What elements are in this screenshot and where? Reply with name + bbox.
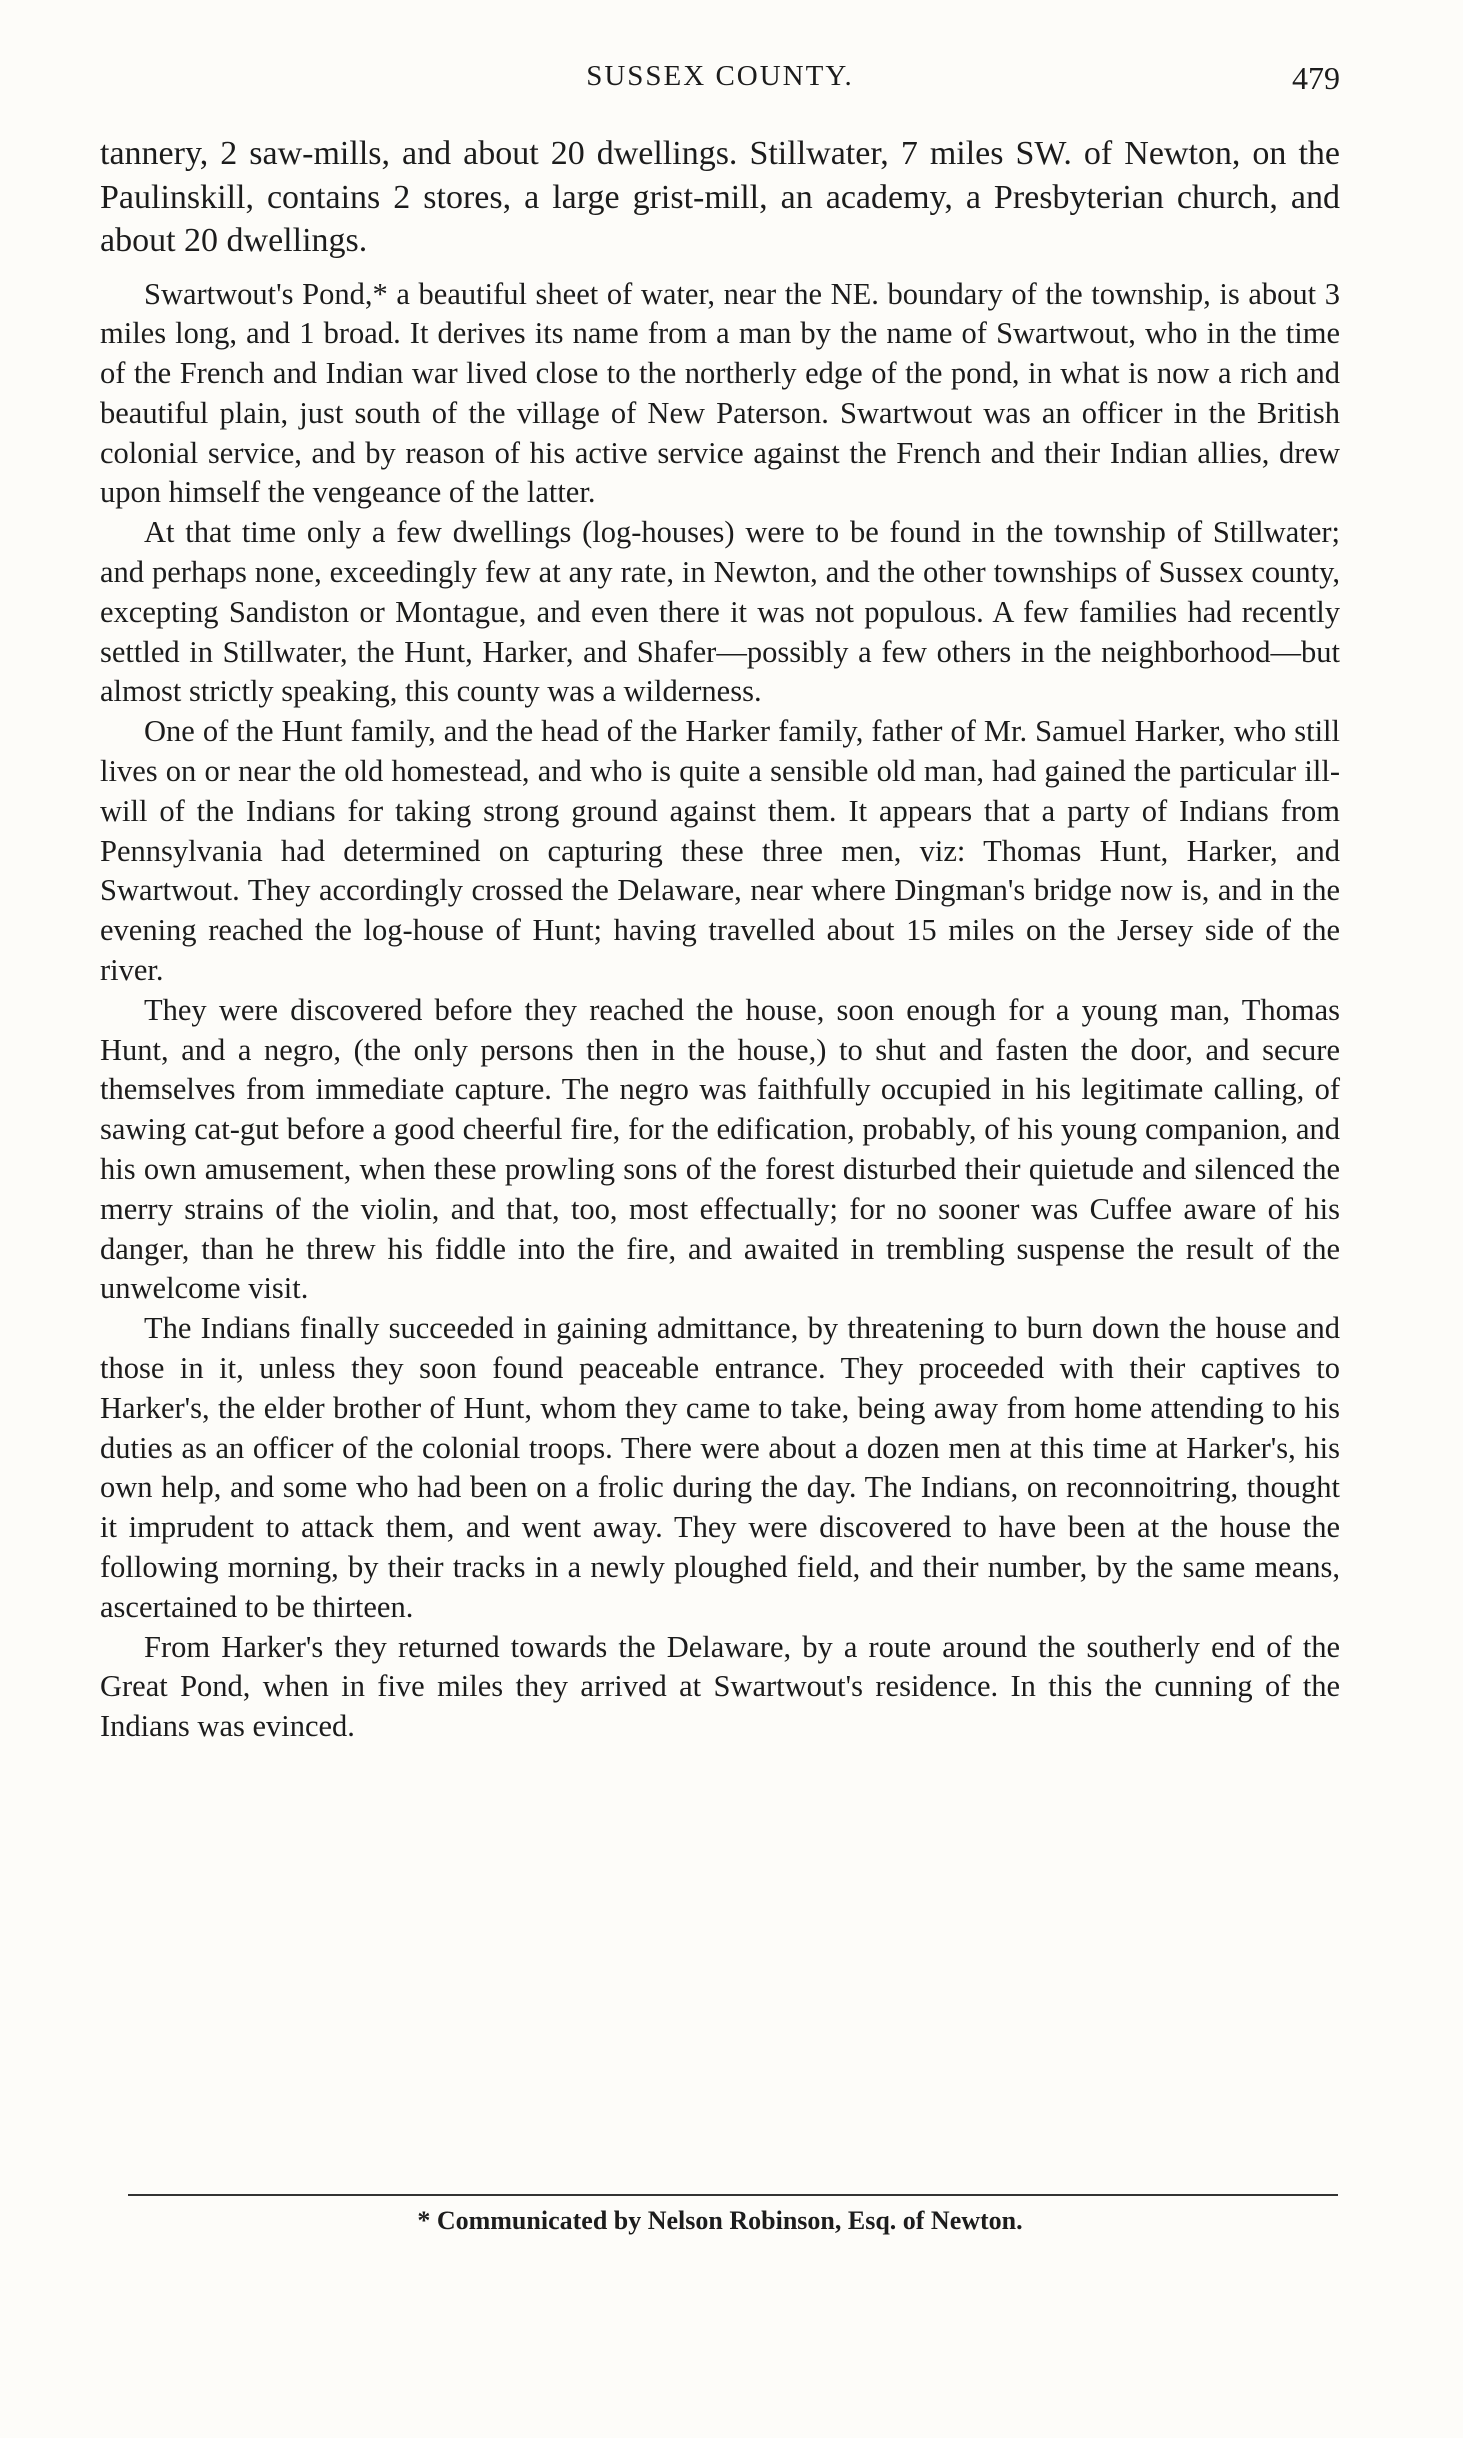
body-text xyxy=(100,132,1340,1747)
paragraph-admittance: The Indians finally succeeded in gaining admittance, by threatening to burn down the house and those in it, unless they soon found peaceable entrance. They proceeded with their captives to Harker's, the elder brother of Hunt, whom they came to take, being away from home attending to his duties as an officer of the colonial troops. There were about a dozen men at this time at Harker's, his own help, and some who had been on a frolic during the day. The Indians, on reconnoitring, thought it imprudent to attack them, and went away. They were discovered to have been at the house the following morning, by their tracks in a newly ploughed field, and their number, by the same means, ascertained to be thirteen. xyxy=(100,1311,1340,1624)
paragraph-settlement: At that time only a few dwellings (log-houses) were to be found in the township of Stillwater; and perhaps none, exceedingly few at any rate, in Newton, and the other townships of Sussex county, excepting Sandiston or Montague, and even there it was not populous. A few families had recently settled in Stillwater, the Hunt, Harker, and Shafer—possibly a few others in the neighborhood—but almost strictly speaking, this county was a wilderness. xyxy=(100,515,1340,709)
running-head: SUSSEX COUNTY. xyxy=(586,60,854,92)
footnote-divider xyxy=(128,2194,1338,2196)
paragraph-swartwouts-pond: Swartwout's Pond,* a beautiful sheet of water, near the NE. boundary of the township, is about 3 miles long, and 1 broad. It derives its name from a man by the name of Swartwout, who in the time of the French and Indian war lived close to the northerly edge of the pond, in what is now a rich and beautiful plain, just south of the village of New Paterson. Swartwout was an officer in the British colonial service, and by reason of his active service against the French and their Indian allies, drew upon himself the vengeance of the latter. xyxy=(100,276,1340,510)
paragraph-hunt-harker: One of the Hunt family, and the head of the Harker family, father of Mr. Samuel Harker, who still lives on or near the old homestead, and who is quite a sensible old man, had gained the particular ill-will of the Indians for taking strong ground against them. It appears that a party of Indians from Pennsylvania had determined on capturing these three men, viz: Thomas Hunt, Harker, and Swartwout. They accordingly crossed the Delaware, near where Dingman's bridge now is, and in the evening reached the log-house of Hunt; having travelled about 15 miles on the Jersey side of the river. xyxy=(100,714,1340,988)
paragraph-discovery: They were discovered before they reached the house, soon enough for a young man, Thomas Hunt, and a negro, (the only persons then in the house,) to shut and fasten the door, and secure themselves from immediate capture. The negro was faithfully occupied in his legitimate calling, of sawing cat-gut before a good cheerful fire, for the edification, probably, of his young companion, and his own amusement, when these prowling sons of the forest disturbed their quietude and silenced the merry strains of the violin, and that, too, most effectually; for no sooner was Cuffee aware of his danger, than he threw his fiddle into the fire, and awaited in trembling suspense the result of the unwelcome visit. xyxy=(100,992,1340,1306)
page-number: 479 xyxy=(1292,60,1340,96)
page-header xyxy=(100,60,1340,100)
paragraph-return: From Harker's they returned towards the Delaware, by a route around the southerly end of the Great Pond, when in five miles they arrived at Swartwout's residence. In this the cunning of the Indians was evinced. xyxy=(100,1629,1340,1744)
intro-paragraph: tannery, 2 saw-mills, and about 20 dwellings. Stillwater, 7 miles SW. of Newton, on the Paulinskill, contains 2 stores, a large grist-mill, an academy, a Presbyterian church, and about 20 dwellings. xyxy=(100,135,1340,259)
footnote: * Communicated by Nelson Robinson, Esq. of Newton. xyxy=(417,2206,1023,2235)
